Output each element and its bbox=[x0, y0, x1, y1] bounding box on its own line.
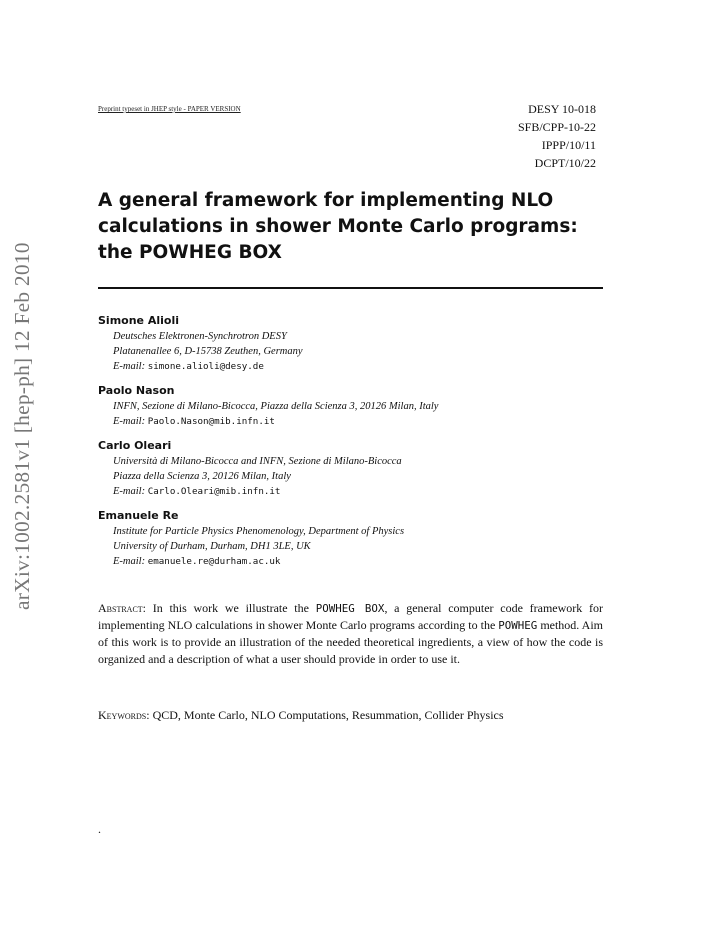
arxiv-stamp: arXiv:1002.2581v1 [hep-ph] 12 Feb 2010 bbox=[10, 242, 34, 610]
abstract-code: POWHEG bbox=[498, 619, 538, 632]
author-block bbox=[98, 438, 603, 499]
report-number: SFB/CPP-10-22 bbox=[517, 120, 596, 134]
author-email-line bbox=[98, 484, 603, 499]
author-email-line bbox=[98, 554, 603, 569]
author-email-line bbox=[98, 414, 603, 429]
author-email[interactable]: emanuele.re@durham.ac.uk bbox=[147, 556, 281, 567]
preprint-note: Preprint typeset in JHEP style - PAPER VERSION bbox=[98, 105, 241, 113]
report-numbers bbox=[518, 100, 596, 172]
author-affiliation: University of Durham, Durham, DH1 3LE, UK bbox=[113, 541, 311, 552]
abstract-text: In this work we illustrate the bbox=[146, 601, 316, 615]
author-affiliation: Deutsches Elektronen-Synchrotron DESY bbox=[113, 331, 287, 342]
author-name: Carlo Oleari bbox=[98, 439, 172, 452]
email-label: E-mail: bbox=[113, 556, 146, 567]
author-list bbox=[98, 313, 603, 578]
author-email[interactable]: Paolo.Nason@mib.infn.it bbox=[147, 416, 275, 427]
keywords-label: Keywords: bbox=[98, 708, 150, 722]
author-affiliation: Institute for Particle Physics Phenomenology, Department of Physics bbox=[113, 526, 405, 537]
report-number: IPPP/10/11 bbox=[541, 138, 596, 152]
keywords-text: QCD, Monte Carlo, NLO Computations, Resummation, Collider Physics bbox=[152, 708, 504, 722]
email-label: E-mail: bbox=[113, 416, 146, 427]
title-rule bbox=[98, 287, 603, 289]
author-email[interactable]: Carlo.Oleari@mib.infn.it bbox=[147, 486, 281, 497]
author-email[interactable]: simone.alioli@desy.de bbox=[147, 361, 264, 372]
report-number: DESY 10-018 bbox=[528, 102, 596, 116]
paper-title: A general framework for implementing NLO calculations in shower Monte Carlo programs: the POWHEG BOX bbox=[98, 190, 578, 263]
email-label: E-mail: bbox=[113, 486, 146, 497]
abstract bbox=[98, 600, 603, 668]
abstract-label: Abstract: bbox=[98, 601, 147, 615]
author-block bbox=[98, 383, 603, 429]
author-affiliation: Platanenallee 6, D-15738 Zeuthen, Germany bbox=[113, 346, 303, 357]
author-email-line bbox=[98, 359, 603, 374]
keywords bbox=[98, 707, 603, 724]
footer-mark: . bbox=[98, 822, 101, 836]
author-affiliation: Università di Milano-Bicocca and INFN, Sezione di Milano-Bicocca bbox=[113, 456, 402, 467]
abstract-text: method. Aim of this work is to provide an illustration of the needed theoretical ingredients, a view of how the code is organized and a description of what a user should provide in order to use it. bbox=[98, 618, 603, 666]
author-block bbox=[98, 508, 603, 569]
author-name: Emanuele Re bbox=[98, 509, 179, 522]
abstract-text: , a general computer code framework for implementing NLO calculations in shower Monte Carlo programs according to the bbox=[98, 601, 603, 632]
email-label: E-mail: bbox=[113, 361, 146, 372]
author-name: Simone Alioli bbox=[98, 314, 179, 327]
author-affiliation: Piazza della Scienza 3, 20126 Milan, Italy bbox=[113, 471, 291, 482]
author-affiliation: INFN, Sezione di Milano-Bicocca, Piazza della Scienza 3, 20126 Milan, Italy bbox=[113, 401, 439, 412]
author-name: Paolo Nason bbox=[98, 384, 175, 397]
abstract-code: POWHEG BOX bbox=[315, 602, 385, 615]
report-number: DCPT/10/22 bbox=[534, 156, 596, 170]
author-block bbox=[98, 313, 603, 374]
